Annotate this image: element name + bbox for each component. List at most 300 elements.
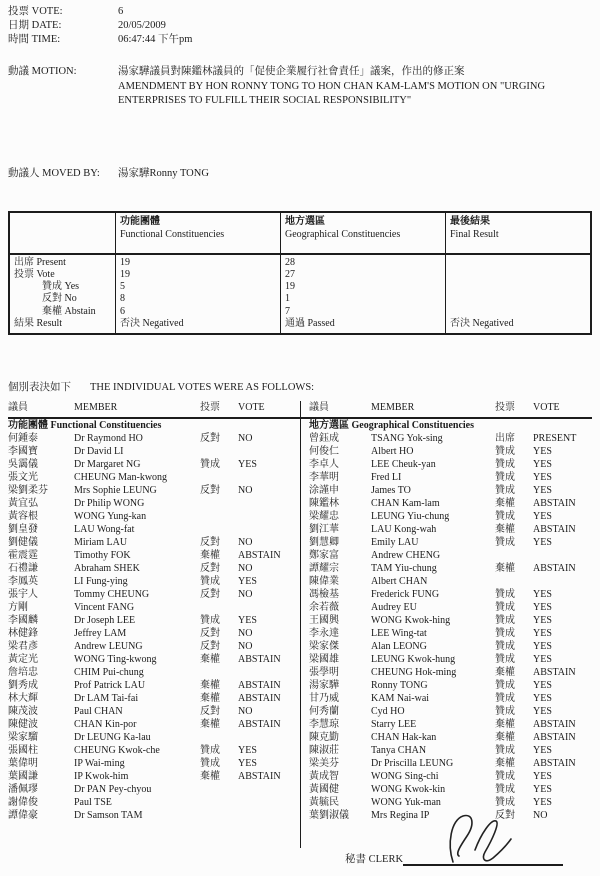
member-row — [309, 666, 592, 679]
member-name-en: CHEUNG Kwok-che — [74, 745, 160, 757]
member-vote-zh — [200, 796, 238, 809]
member-name-zh: 張國柱 — [8, 745, 38, 757]
member-row — [8, 471, 300, 484]
member-vote-zh: 反對 — [200, 628, 220, 640]
member-row — [8, 510, 300, 523]
col-header-member-zh: 議員 — [309, 402, 329, 414]
member-name-en: LEUNG Kwok-hung — [371, 654, 456, 666]
member-vote-en: ABSTAIN — [238, 680, 281, 692]
summary-row-value: 1 — [280, 293, 445, 305]
summary-header-final — [445, 213, 590, 255]
member-name-zh: 何鍾泰 — [8, 433, 38, 445]
member-vote-en: NO — [533, 810, 548, 822]
member-vote-zh: 贊成 — [495, 628, 515, 640]
member-vote-en: YES — [533, 745, 552, 757]
member-row — [8, 614, 300, 627]
member-name-zh: 何秀蘭 — [309, 706, 339, 718]
member-row — [309, 718, 592, 731]
member-vote-zh: 反對 — [200, 589, 220, 601]
member-name-zh: 涂謹申 — [309, 485, 339, 497]
member-row — [8, 796, 300, 809]
member-vote-en: YES — [533, 485, 552, 497]
member-row — [8, 523, 300, 536]
member-vote-en: YES — [238, 745, 257, 757]
member-name-zh: 黃成智 — [309, 771, 339, 783]
member-vote-en — [238, 796, 300, 809]
member-row — [8, 783, 300, 796]
summary-row-value: 19 — [280, 281, 445, 293]
member-name-zh: 葉劉淑儀 — [309, 810, 349, 822]
member-vote-en: YES — [533, 641, 552, 653]
member-name-zh: 梁國雄 — [309, 654, 339, 666]
member-vote-zh: 贊成 — [495, 485, 515, 497]
clerk-section — [345, 852, 563, 866]
motion-row — [8, 65, 592, 109]
member-vote-zh: 贊成 — [495, 680, 515, 692]
member-vote-zh: 棄權 — [495, 667, 515, 679]
member-name-en: Dr LEUNG Ka-lau — [74, 732, 151, 744]
member-vote-en — [238, 445, 300, 458]
motion-text-en: AMENDMENT BY HON RONNY TONG TO HON CHAN KAM-LAM'S MOTION ON "URGING ENTERPRISES TO FULFILL THEIR SOCIAL RESPONSIBILITY" — [118, 80, 546, 106]
member-name-en: Fred LI — [371, 472, 402, 484]
member-vote-en — [238, 471, 300, 484]
individual-votes-intro-zh: 個別表決如下 — [8, 382, 71, 394]
member-vote-zh: 贊成 — [200, 576, 220, 588]
member-vote-en: ABSTAIN — [533, 524, 576, 536]
member-name-zh: 張文光 — [8, 472, 38, 484]
member-row — [309, 549, 592, 562]
col-header-member-en: MEMBER — [371, 402, 415, 414]
column-divider — [300, 401, 301, 848]
summary-table — [8, 211, 592, 336]
member-vote-en: YES — [533, 680, 552, 692]
member-row — [309, 796, 592, 809]
member-name-zh: 鄭家富 — [309, 550, 339, 562]
member-name-zh: 王國興 — [309, 615, 339, 627]
member-vote-en: NO — [238, 537, 253, 549]
member-vote-en: ABSTAIN — [238, 550, 281, 562]
member-row — [309, 757, 592, 770]
member-vote-en: YES — [533, 771, 552, 783]
member-vote-en: NO — [238, 433, 253, 445]
col-header-member-zh: 議員 — [8, 402, 28, 414]
member-vote-en: YES — [533, 472, 552, 484]
date-value: 20/05/2009 — [118, 20, 166, 31]
member-name-zh: 陳茂波 — [8, 706, 38, 718]
member-name-en: LAU Kong-wah — [371, 524, 437, 536]
member-vote-zh: 贊成 — [495, 459, 515, 471]
member-vote-zh: 反對 — [200, 641, 220, 653]
member-vote-en: ABSTAIN — [533, 498, 576, 510]
member-name-en: LI Fung-ying — [74, 576, 128, 588]
member-vote-en: NO — [238, 485, 253, 497]
member-row — [309, 588, 592, 601]
member-row — [309, 445, 592, 458]
member-row — [8, 653, 300, 666]
member-name-zh: 譚耀宗 — [309, 563, 339, 575]
member-vote-zh — [495, 575, 533, 588]
member-name-en: Emily LAU — [371, 537, 419, 549]
member-vote-zh: 贊成 — [495, 693, 515, 705]
member-row — [309, 432, 592, 445]
member-vote-en — [238, 510, 300, 523]
member-row — [309, 536, 592, 549]
member-name-zh: 黃容根 — [8, 511, 38, 523]
member-name-zh: 張學明 — [309, 667, 339, 679]
summary-row-label: 棄權 Abstain — [42, 305, 96, 317]
member-vote-en: YES — [533, 654, 552, 666]
member-vote-en — [238, 666, 300, 679]
member-vote-en: YES — [533, 706, 552, 718]
member-vote-en: YES — [238, 758, 257, 770]
member-name-en: Audrey EU — [371, 602, 417, 614]
member-vote-zh: 贊成 — [200, 615, 220, 627]
member-row — [8, 536, 300, 549]
member-name-en: WONG Sing-chi — [371, 771, 439, 783]
summary-row-value: 28 — [280, 255, 445, 269]
member-name-zh: 李鳳英 — [8, 576, 38, 588]
member-vote-en — [238, 783, 300, 796]
member-name-en: Ronny TONG — [371, 680, 428, 692]
member-name-en: Starry LEE — [371, 719, 417, 731]
member-name-zh: 林大輝 — [8, 693, 38, 705]
member-vote-zh: 贊成 — [495, 589, 515, 601]
summary-row-value — [445, 306, 590, 318]
member-name-en: Tommy CHEUNG — [74, 589, 150, 601]
member-vote-zh: 出席 — [495, 433, 515, 445]
member-name-en: Dr David LI — [74, 446, 124, 458]
member-name-en: Mrs Sophie LEUNG — [74, 485, 157, 497]
member-name-en: KAM Nai-wai — [371, 693, 430, 705]
member-name-en: Timothy FOK — [74, 550, 131, 562]
member-vote-zh: 贊成 — [495, 537, 515, 549]
member-row — [8, 484, 300, 497]
member-row — [309, 562, 592, 575]
member-name-en: CHAN Kin-por — [74, 719, 137, 731]
member-row — [8, 562, 300, 575]
member-row — [309, 497, 592, 510]
col-header-vote-zh: 投票 — [200, 402, 220, 414]
member-name-zh: 張宇人 — [8, 589, 38, 601]
member-vote-zh — [200, 666, 238, 679]
member-vote-en: ABSTAIN — [533, 732, 576, 744]
member-row — [8, 731, 300, 744]
member-row — [8, 549, 300, 562]
member-name-en: Andrew LEUNG — [74, 641, 143, 653]
col-header-vote-zh: 投票 — [495, 402, 515, 414]
member-name-en: CHEUNG Man-kwong — [74, 472, 168, 484]
summary-row-value — [445, 255, 590, 269]
member-name-zh: 梁耀忠 — [309, 511, 339, 523]
member-row — [309, 575, 592, 588]
member-row — [8, 666, 300, 679]
member-vote-zh — [200, 497, 238, 510]
member-row — [8, 458, 300, 471]
member-name-zh: 李慧琼 — [309, 719, 339, 731]
vote-number-value: 6 — [118, 6, 124, 17]
member-name-en: LAU Wong-fat — [74, 524, 135, 536]
member-row — [309, 731, 592, 744]
member-row — [8, 588, 300, 601]
member-name-en: LEUNG Yiu-chung — [371, 511, 450, 523]
member-row — [8, 770, 300, 783]
col-header-member-en: MEMBER — [74, 402, 118, 414]
member-vote-zh: 反對 — [200, 485, 220, 497]
member-name-zh: 李國麟 — [8, 615, 38, 627]
time-value: 06:47:44 下午pm — [118, 34, 193, 45]
member-name-zh: 林健鋒 — [8, 628, 38, 640]
summary-header-functional — [115, 213, 280, 255]
member-name-zh: 李卓人 — [309, 459, 339, 471]
summary-row-label: 贊成 Yes — [42, 281, 80, 293]
motion-text — [118, 65, 588, 109]
member-row — [309, 705, 592, 718]
member-name-zh: 陳淑莊 — [309, 745, 339, 757]
functional-group-label: 功能團體 Functional Constituencies — [8, 420, 162, 432]
member-row — [8, 497, 300, 510]
member-name-zh: 曾鈺成 — [309, 433, 339, 445]
member-vote-en: YES — [533, 784, 552, 796]
member-vote-en — [238, 731, 300, 744]
member-name-en: Dr LAM Tai-fai — [74, 693, 139, 705]
member-name-en: Frederick FUNG — [371, 589, 440, 601]
summary-row-value — [445, 281, 590, 293]
member-vote-zh — [200, 601, 238, 614]
member-vote-zh: 贊成 — [495, 654, 515, 666]
member-row — [309, 458, 592, 471]
member-name-zh: 詹培忠 — [8, 667, 38, 679]
individual-votes-intro-en: THE INDIVIDUAL VOTES WERE AS FOLLOWS: — [90, 382, 315, 394]
moved-by-value: 湯家驊Ronny TONG — [118, 167, 209, 179]
member-vote-en: NO — [238, 628, 253, 640]
member-vote-zh — [200, 510, 238, 523]
member-vote-zh — [200, 471, 238, 484]
member-name-en: Dr Joseph LEE — [74, 615, 136, 627]
member-name-en: Dr PAN Pey-chyou — [74, 784, 152, 796]
member-row — [8, 718, 300, 731]
member-name-en: James TO — [371, 485, 411, 497]
member-vote-en: ABSTAIN — [238, 693, 281, 705]
geographical-group-label: 地方選區 Geographical Constituencies — [309, 420, 474, 432]
member-vote-en: ABSTAIN — [533, 667, 576, 679]
member-row — [8, 627, 300, 640]
member-name-zh: 馮檢基 — [309, 589, 339, 601]
summary-row-value — [445, 293, 590, 305]
member-name-en: Albert CHAN — [371, 576, 428, 588]
member-name-zh: 陳健波 — [8, 719, 38, 731]
member-name-en: Prof Patrick LAU — [74, 680, 146, 692]
member-name-zh: 方剛 — [8, 602, 28, 614]
member-vote-en: NO — [238, 706, 253, 718]
member-name-en: WONG Ting-kwong — [74, 654, 157, 666]
member-vote-zh — [200, 809, 238, 822]
member-vote-zh: 贊成 — [495, 511, 515, 523]
individual-votes-table — [8, 401, 592, 822]
member-vote-en: NO — [238, 563, 253, 575]
member-name-en: LEE Cheuk-yan — [371, 459, 436, 471]
member-vote-en: YES — [533, 446, 552, 458]
vote-number-label: 投票 VOTE: — [8, 6, 63, 17]
member-name-en: Mrs Regina IP — [371, 810, 430, 822]
summary-corner-cell — [10, 213, 115, 255]
member-row — [8, 692, 300, 705]
vote-number-row — [8, 5, 592, 19]
member-name-en: IP Kwok-him — [74, 771, 129, 783]
member-name-zh: 甘乃威 — [309, 693, 339, 705]
member-name-en: Miriam LAU — [74, 537, 128, 549]
member-vote-zh: 棄權 — [495, 719, 515, 731]
member-name-en: WONG Yuk-man — [371, 797, 441, 809]
member-name-zh: 李永達 — [309, 628, 339, 640]
member-vote-zh: 棄權 — [495, 498, 515, 510]
member-name-en: CHAN Kam-lam — [371, 498, 440, 510]
member-vote-zh: 反對 — [495, 810, 515, 822]
member-name-zh: 陳克勤 — [309, 732, 339, 744]
member-vote-zh: 棄權 — [495, 732, 515, 744]
member-vote-en: ABSTAIN — [533, 563, 576, 575]
member-name-en: Cyd HO — [371, 706, 405, 718]
member-name-en: Vincent FANG — [74, 602, 135, 614]
member-vote-en: YES — [533, 537, 552, 549]
member-name-zh: 梁家傑 — [309, 641, 339, 653]
moved-by-row — [8, 167, 592, 181]
member-name-zh: 黃定光 — [8, 654, 38, 666]
member-row — [309, 614, 592, 627]
member-vote-zh: 贊成 — [200, 745, 220, 757]
member-vote-en: ABSTAIN — [533, 758, 576, 770]
member-vote-zh: 棄權 — [200, 771, 220, 783]
member-row — [309, 510, 592, 523]
member-name-zh: 李華明 — [309, 472, 339, 484]
member-name-zh: 劉健儀 — [8, 537, 38, 549]
member-name-en: IP Wai-ming — [74, 758, 125, 770]
member-name-zh: 梁美芬 — [309, 758, 339, 770]
summary-header-final-zh: 最後結果 — [450, 215, 490, 227]
member-name-zh: 葉偉明 — [8, 758, 38, 770]
member-vote-zh: 贊成 — [495, 602, 515, 614]
member-name-en: WONG Kwok-kin — [371, 784, 446, 796]
member-vote-zh: 反對 — [200, 563, 220, 575]
member-name-zh: 劉秀成 — [8, 680, 38, 692]
member-vote-en — [533, 549, 592, 562]
member-vote-zh: 棄權 — [200, 654, 220, 666]
member-row — [309, 653, 592, 666]
member-vote-zh: 贊成 — [495, 784, 515, 796]
member-row — [309, 679, 592, 692]
summary-row-label: 結果 Result — [14, 317, 63, 329]
individual-votes-intro — [8, 381, 592, 394]
member-vote-zh: 棄權 — [495, 758, 515, 770]
member-name-zh: 吳靄儀 — [8, 459, 38, 471]
member-name-en: CHAN Hak-kan — [371, 732, 437, 744]
summary-row-value: 否決 Negatived — [115, 318, 280, 333]
member-row — [8, 601, 300, 614]
geographical-constituencies-column — [300, 419, 592, 822]
member-vote-en: YES — [533, 615, 552, 627]
member-vote-zh: 贊成 — [200, 758, 220, 770]
summary-header-geographical-zh: 地方選區 — [285, 215, 325, 227]
member-vote-zh: 棄權 — [200, 719, 220, 731]
member-name-zh: 黃毓民 — [309, 797, 339, 809]
member-vote-zh: 棄權 — [200, 693, 220, 705]
member-vote-zh: 棄權 — [200, 680, 220, 692]
member-vote-zh: 棄權 — [200, 550, 220, 562]
member-row — [309, 484, 592, 497]
functional-constituencies-column — [8, 419, 300, 822]
member-row — [309, 770, 592, 783]
member-vote-en: PRESENT — [533, 433, 577, 445]
member-name-en: Abraham SHEK — [74, 563, 140, 575]
member-vote-zh: 贊成 — [495, 615, 515, 627]
summary-row-value: 通過 Passed — [280, 318, 445, 333]
member-name-en: CHIM Pui-chung — [74, 667, 144, 679]
member-row — [309, 471, 592, 484]
member-row — [8, 744, 300, 757]
member-name-zh: 謝偉俊 — [8, 797, 38, 809]
member-row — [8, 809, 300, 822]
member-vote-zh: 贊成 — [495, 446, 515, 458]
clerk-label: 秘書 CLERK — [345, 854, 404, 865]
member-name-zh: 余若薇 — [309, 602, 339, 614]
member-vote-en: YES — [238, 576, 257, 588]
summary-row-value: 19 — [115, 255, 280, 269]
member-name-zh: 何俊仁 — [309, 446, 339, 458]
member-vote-en: YES — [533, 511, 552, 523]
member-vote-en: YES — [533, 602, 552, 614]
member-vote-zh: 反對 — [200, 433, 220, 445]
member-row — [309, 627, 592, 640]
member-name-en: Dr Margaret NG — [74, 459, 141, 471]
member-name-en: LEE Wing-tat — [371, 628, 427, 640]
member-vote-en — [238, 523, 300, 536]
member-vote-en: YES — [533, 459, 552, 471]
member-name-zh: 霍震霆 — [8, 550, 38, 562]
member-name-en: Dr Raymond HO — [74, 433, 143, 445]
summary-row-value: 7 — [280, 306, 445, 318]
member-name-en: Paul CHAN — [74, 706, 123, 718]
member-row — [309, 783, 592, 796]
member-vote-zh — [200, 731, 238, 744]
col-header-vote-en: VOTE — [533, 402, 560, 414]
member-vote-en: ABSTAIN — [238, 771, 281, 783]
clerk-signature — [433, 810, 525, 868]
member-vote-en: ABSTAIN — [238, 719, 281, 731]
member-name-en: Andrew CHENG — [371, 550, 441, 562]
member-vote-en: ABSTAIN — [238, 654, 281, 666]
summary-header-geographical — [280, 213, 445, 255]
date-label: 日期 DATE: — [8, 20, 62, 31]
member-vote-zh: 反對 — [200, 537, 220, 549]
member-name-zh: 潘佩璆 — [8, 784, 38, 796]
member-row — [8, 757, 300, 770]
member-row — [8, 679, 300, 692]
member-vote-zh: 棄權 — [495, 563, 515, 575]
member-name-zh: 劉江華 — [309, 524, 339, 536]
member-name-en: Jeffrey LAM — [74, 628, 127, 640]
summary-row-label: 反對 No — [42, 293, 77, 305]
member-vote-en — [238, 497, 300, 510]
summary-header-functional-zh: 功能團體 — [120, 215, 160, 227]
summary-header-final-en: Final Result — [450, 228, 499, 240]
member-vote-zh: 贊成 — [200, 459, 220, 471]
summary-row-value: 6 — [115, 306, 280, 318]
summary-row-value: 否決 Negatived — [445, 318, 590, 333]
time-label: 時間 TIME: — [8, 34, 61, 45]
member-name-zh: 梁君彥 — [8, 641, 38, 653]
member-vote-zh: 贊成 — [495, 771, 515, 783]
summary-header-geographical-en: Geographical Constituencies — [285, 228, 401, 240]
member-name-zh: 黃宜弘 — [8, 498, 38, 510]
